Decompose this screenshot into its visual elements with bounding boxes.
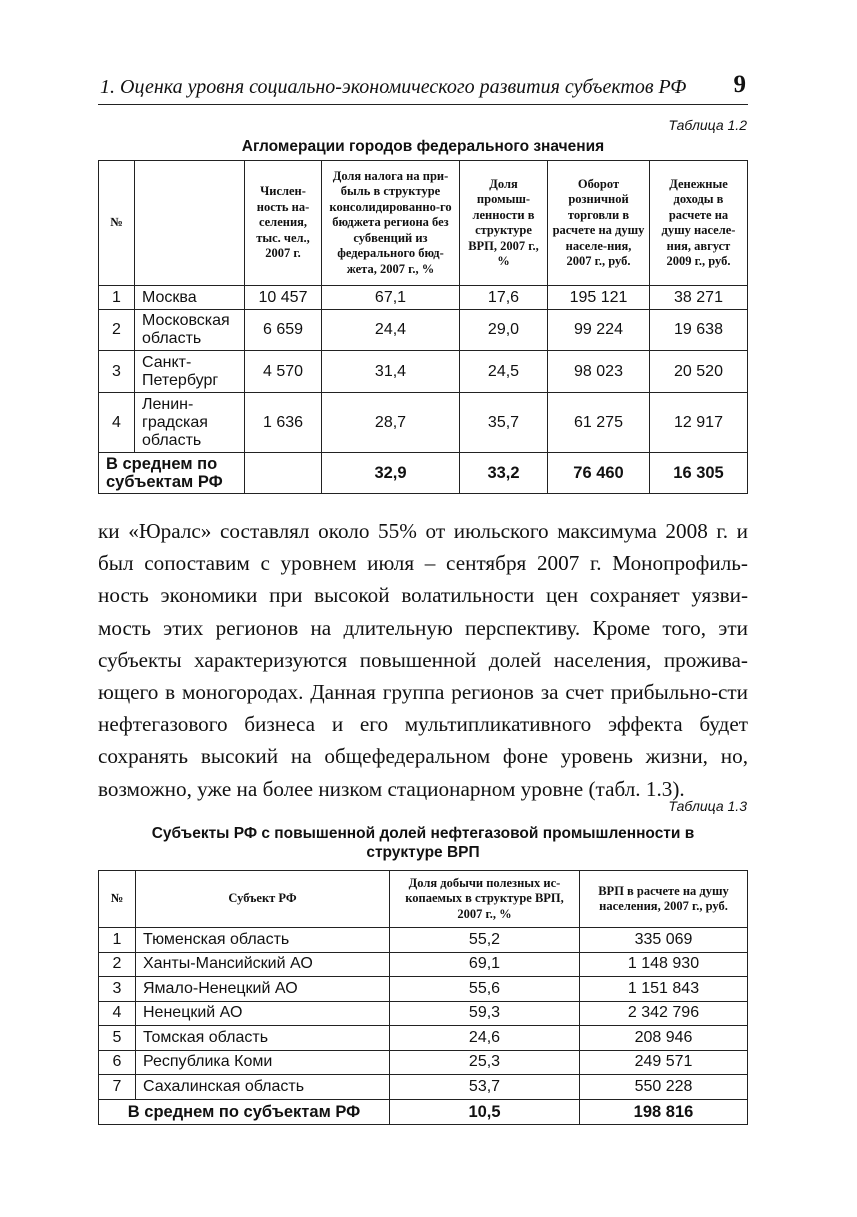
row-number: 2 xyxy=(99,952,136,977)
row-number: 3 xyxy=(99,351,135,393)
row-number: 2 xyxy=(99,310,135,351)
table-row xyxy=(99,310,748,351)
table-total-row xyxy=(99,453,748,494)
table-row xyxy=(99,1050,748,1075)
column-header: ВРП в расчете на душу населения, 2007 г., руб. xyxy=(580,871,748,928)
table-1-3-label: Таблица 1.3 xyxy=(668,798,747,814)
table-total-row xyxy=(99,1099,748,1124)
running-title: 1. Оценка уровня социально-экономического развития субъектов РФ xyxy=(100,76,687,98)
row-number: 1 xyxy=(99,286,135,310)
mining-share-cell: 25,3 xyxy=(390,1050,580,1075)
income-cell: 19 638 xyxy=(650,310,748,351)
table-row xyxy=(99,1075,748,1100)
retail-cell: 195 121 xyxy=(548,286,650,310)
population-cell: 10 457 xyxy=(245,286,322,310)
mining-share-cell: 24,6 xyxy=(390,1026,580,1051)
grp-cell: 249 571 xyxy=(580,1050,748,1075)
mining-share-cell: 55,6 xyxy=(390,977,580,1002)
total-label: В среднем по субъектам РФ xyxy=(99,453,245,494)
row-number: 3 xyxy=(99,977,136,1002)
column-header: Числен-ность на-селения, тыс. чел., 2007 г. xyxy=(245,161,322,286)
table-row xyxy=(99,977,748,1002)
table-row xyxy=(99,1001,748,1026)
table-row xyxy=(99,928,748,953)
region-name: Московская область xyxy=(135,310,245,351)
tax-share-cell: 28,7 xyxy=(322,393,460,453)
income-cell: 38 271 xyxy=(650,286,748,310)
body-paragraph: ки «Юралс» составлял около 55% от июльского максимума 2008 г. и был сопоставим с уровнем июля – сентября 2007 г. Монопрофиль-ность экономики при высокой волатильности цен сохраняет уязви-мость этих регионов на длительную перспективу. Кроме того, эти субъекты характеризуются повышенной долей населения, прожива-ющего в моногородах. Данная группа регионов за счет прибыльно-сти нефтегазового бизнеса и его мультипликативного эффекта будет сохранять высокий на общефедеральном фоне уровень жизни, но, возможно, уже на более низком стационарном уровне (табл. 1.3). xyxy=(98,519,748,801)
industry-share-cell: 17,6 xyxy=(460,286,548,310)
tax-share-cell: 32,9 xyxy=(322,453,460,494)
grp-cell: 198 816 xyxy=(580,1099,748,1124)
column-header: Денежные доходы в расчете на душу населе-ния, август 2009 г., руб. xyxy=(650,161,748,286)
industry-share-cell: 35,7 xyxy=(460,393,548,453)
column-header: Оборот розничной торговли в расчете на душу населе-ния, 2007 г., руб. xyxy=(548,161,650,286)
region-name: Томская область xyxy=(136,1026,390,1051)
table-oil-gas-regions xyxy=(98,870,748,1125)
population-cell: 1 636 xyxy=(245,393,322,453)
row-number: 6 xyxy=(99,1050,136,1075)
grp-cell: 208 946 xyxy=(580,1026,748,1051)
region-name: Сахалинская область xyxy=(136,1075,390,1100)
column-header: Субъект РФ xyxy=(136,871,390,928)
population-cell: 6 659 xyxy=(245,310,322,351)
region-name: Ханты-Мансийский АО xyxy=(136,952,390,977)
population-cell xyxy=(245,453,322,494)
grp-cell: 1 151 843 xyxy=(580,977,748,1002)
income-cell: 20 520 xyxy=(650,351,748,393)
region-name: Ямало-Ненецкий АО xyxy=(136,977,390,1002)
table-row xyxy=(99,351,748,393)
column-header: № xyxy=(99,871,136,928)
retail-cell: 98 023 xyxy=(548,351,650,393)
column-header: Доля налога на при-быль в структуре консолидированно-го бюджета региона без субвенций из федерального бюд-жета, 2007 г., % xyxy=(322,161,460,286)
row-number: 7 xyxy=(99,1075,136,1100)
industry-share-cell: 29,0 xyxy=(460,310,548,351)
row-number: 5 xyxy=(99,1026,136,1051)
industry-share-cell: 24,5 xyxy=(460,351,548,393)
region-name: Республика Коми xyxy=(136,1050,390,1075)
tax-share-cell: 31,4 xyxy=(322,351,460,393)
table-1-2-label: Таблица 1.2 xyxy=(668,117,747,133)
row-number: 4 xyxy=(99,1001,136,1026)
mining-share-cell: 53,7 xyxy=(390,1075,580,1100)
page-number: 9 xyxy=(733,71,746,98)
table-agglomerations xyxy=(98,160,748,494)
column-header: Доля добычи полезных ис-копаемых в структуре ВРП, 2007 г., % xyxy=(390,871,580,928)
region-name: Санкт-Петербург xyxy=(135,351,245,393)
region-name: Ненецкий АО xyxy=(136,1001,390,1026)
column-header: № xyxy=(99,161,135,286)
region-name: Москва xyxy=(135,286,245,310)
retail-cell: 61 275 xyxy=(548,393,650,453)
table-header-row xyxy=(99,871,748,928)
row-number: 4 xyxy=(99,393,135,453)
retail-cell: 76 460 xyxy=(548,453,650,494)
table-row xyxy=(99,952,748,977)
table-header-row xyxy=(99,161,748,286)
mining-share-cell: 10,5 xyxy=(390,1099,580,1124)
region-name: Тюменская область xyxy=(136,928,390,953)
industry-share-cell: 33,2 xyxy=(460,453,548,494)
column-header xyxy=(135,161,245,286)
population-cell: 4 570 xyxy=(245,351,322,393)
row-number: 1 xyxy=(99,928,136,953)
grp-cell: 2 342 796 xyxy=(580,1001,748,1026)
grp-cell: 550 228 xyxy=(580,1075,748,1100)
income-cell: 16 305 xyxy=(650,453,748,494)
table-1-3-title: Субъекты РФ с повышенной долей нефтегазовой промышленности в структуре ВРП xyxy=(151,825,695,861)
tax-share-cell: 24,4 xyxy=(322,310,460,351)
table-row xyxy=(99,393,748,453)
table-row xyxy=(99,1026,748,1051)
running-head xyxy=(98,70,748,105)
mining-share-cell: 59,3 xyxy=(390,1001,580,1026)
tax-share-cell: 67,1 xyxy=(322,286,460,310)
table-1-2-title: Агломерации городов федерального значения xyxy=(241,138,605,155)
region-name: Ленин-градская область xyxy=(135,393,245,453)
grp-cell: 335 069 xyxy=(580,928,748,953)
total-label: В среднем по субъектам РФ xyxy=(99,1099,390,1124)
mining-share-cell: 69,1 xyxy=(390,952,580,977)
income-cell: 12 917 xyxy=(650,393,748,453)
grp-cell: 1 148 930 xyxy=(580,952,748,977)
mining-share-cell: 55,2 xyxy=(390,928,580,953)
table-row xyxy=(99,286,748,310)
column-header: Доля промыш-ленности в структуре ВРП, 2007 г., % xyxy=(460,161,548,286)
retail-cell: 99 224 xyxy=(548,310,650,351)
